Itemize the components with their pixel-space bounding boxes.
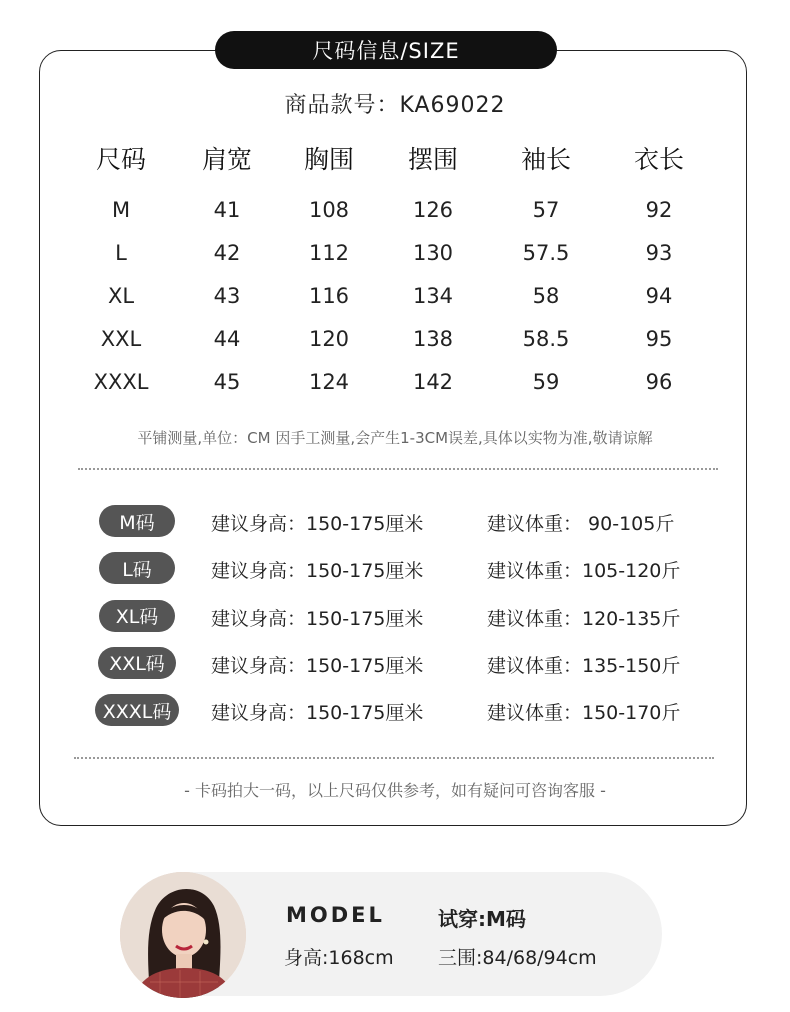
dotted-divider <box>74 757 714 759</box>
model-height: 身高:168cm <box>284 947 394 969</box>
table-cell: 112 <box>308 241 350 265</box>
size-info-title: 尺码信息/SIZE <box>312 39 460 63</box>
dotted-divider <box>78 468 718 470</box>
size-recommendations <box>0 505 790 741</box>
model-title: MODEL <box>286 903 385 927</box>
table-cell: 93 <box>645 241 673 265</box>
table-cell: 142 <box>412 370 454 394</box>
table-cell: 116 <box>308 284 350 308</box>
recommended-height: 建议身高：150-175厘米 <box>211 560 424 583</box>
table-row <box>0 241 790 284</box>
table-cell: 41 <box>213 198 241 222</box>
recommended-weight: 建议体重：135-150斤 <box>487 654 681 677</box>
recommendation-row <box>0 600 790 647</box>
table-cell: XL <box>107 284 135 308</box>
table-row <box>0 198 790 241</box>
table-cell: 43 <box>213 284 241 308</box>
product-code: 商品款号：KA69022 <box>284 93 506 118</box>
size-badge: XXL码 <box>98 647 176 679</box>
model-portrait-icon <box>120 872 246 998</box>
table-cell: 45 <box>213 370 241 394</box>
table-cell: 94 <box>645 284 673 308</box>
recommended-weight: 建议体重：105-120斤 <box>487 560 681 583</box>
footer-note: - 卡码拍大一码，以上尺码仅供参考，如有疑问可咨询客服 - <box>184 781 606 800</box>
table-header-row <box>0 140 790 198</box>
table-cell: L <box>115 241 127 265</box>
table-row <box>0 370 790 413</box>
table-cell: 95 <box>645 327 673 351</box>
table-cell: M <box>111 198 131 222</box>
table-cell: 44 <box>213 327 241 351</box>
column-header: 胸围 <box>303 145 355 174</box>
recommendation-row <box>0 647 790 694</box>
recommendation-row <box>0 694 790 741</box>
recommendation-row <box>0 505 790 552</box>
recommended-weight: 建议体重： 90-105斤 <box>487 513 675 535</box>
table-cell: XXL <box>100 327 142 351</box>
table-cell: 134 <box>412 284 454 308</box>
table-cell: 57.5 <box>522 241 570 265</box>
model-avatar <box>120 872 246 998</box>
recommendation-row <box>0 552 790 599</box>
recommended-weight: 建议体重：120-135斤 <box>487 607 681 630</box>
size-table <box>0 140 790 413</box>
size-badge: XL码 <box>99 600 175 632</box>
table-row <box>0 284 790 327</box>
table-cell: 96 <box>645 370 673 394</box>
table-cell: 130 <box>412 241 454 265</box>
model-measurements: 三围:84/68/94cm <box>438 947 597 969</box>
table-cell: XXXL <box>93 370 149 394</box>
column-header: 衣长 <box>633 145 685 174</box>
size-badge: L码 <box>99 552 175 584</box>
recommended-height: 建议身高：150-175厘米 <box>211 654 424 677</box>
column-header: 肩宽 <box>201 145 253 174</box>
table-cell: 126 <box>412 198 454 222</box>
table-cell: 120 <box>308 327 350 351</box>
table-cell: 92 <box>645 198 673 222</box>
recommended-height: 建议身高：150-175厘米 <box>211 607 424 630</box>
table-cell: 58.5 <box>522 327 570 351</box>
model-try-on-size: 试穿:M码 <box>438 907 526 931</box>
column-header: 摆围 <box>407 145 459 174</box>
table-cell: 59 <box>532 370 560 394</box>
recommended-height: 建议身高：150-175厘米 <box>211 702 424 725</box>
recommended-height: 建议身高：150-175厘米 <box>211 513 424 535</box>
size-badge: M码 <box>99 505 175 537</box>
column-header: 袖长 <box>520 145 572 174</box>
recommended-weight: 建议体重：150-170斤 <box>487 702 681 725</box>
table-cell: 108 <box>308 198 350 222</box>
size-badge: XXXL码 <box>95 694 179 726</box>
table-cell: 124 <box>308 370 350 394</box>
size-info-header <box>215 31 557 69</box>
measurement-note: 平铺测量,单位：CM 因手工测量,会产生1-3CM误差,具体以实物为准,敬请谅解 <box>137 429 653 447</box>
table-cell: 58 <box>532 284 560 308</box>
table-cell: 57 <box>532 198 560 222</box>
column-header: 尺码 <box>95 145 147 174</box>
table-cell: 138 <box>412 327 454 351</box>
table-cell: 42 <box>213 241 241 265</box>
table-row <box>0 327 790 370</box>
